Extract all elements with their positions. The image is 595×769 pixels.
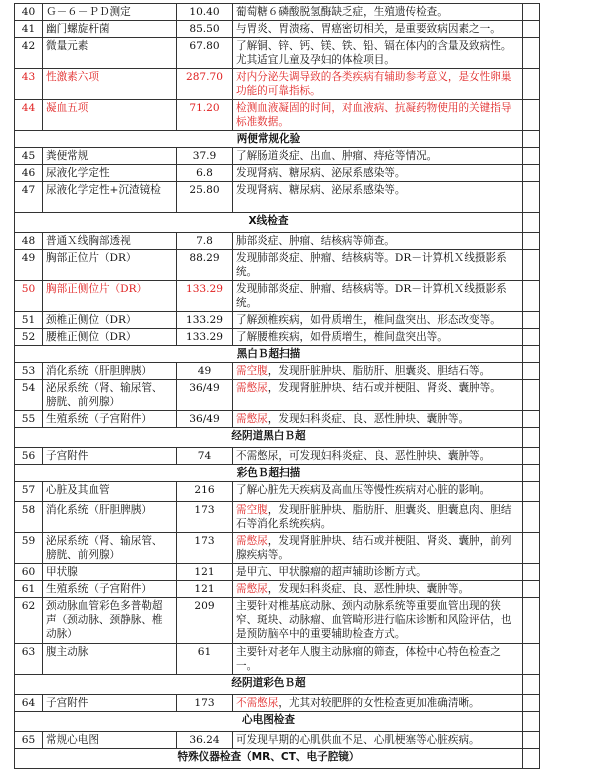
item-name: 消化系统（肝胆脾胰） xyxy=(43,502,177,533)
section-header-row xyxy=(15,131,540,148)
item-number: 62 xyxy=(15,598,43,644)
item-description: 对内分泌失调导致的各类疾病有辅助参考意义，是女性卵巢功能的可靠指标。 xyxy=(233,69,523,100)
blank-cell xyxy=(523,312,540,329)
section-header-row xyxy=(15,213,540,233)
item-number: 42 xyxy=(15,38,43,69)
table-row xyxy=(15,329,540,346)
item-description: 了解铜、锌、钙、镁、铁、铅、镉在体内的含量及致病性。尤其适宜儿童及孕妇的体检项目。 xyxy=(233,38,523,69)
item-number: 60 xyxy=(15,564,43,581)
item-number: 43 xyxy=(15,69,43,100)
table-row xyxy=(15,695,540,712)
item-price: 209 xyxy=(177,598,233,644)
table-row xyxy=(15,250,540,281)
table-row xyxy=(15,148,540,165)
item-name: 生殖系统（子宫附件） xyxy=(43,411,177,428)
item-description: 主要针对椎基底动脉、颈内动脉系统等重要血管出现的狭窄、斑块、动脉瘤、血管畸形进行临床诊断和风险评估，也是预防脑卒中的重要辅助检查方式。 xyxy=(233,598,523,644)
item-description: 检测血液凝固的时间，对血液病、抗凝药物使用的关键指导标准数据。 xyxy=(233,100,523,131)
item-name: 子宫附件 xyxy=(43,448,177,465)
item-number: 65 xyxy=(15,732,43,749)
item-description: 发现肺部炎症、肿瘤、结核病等。DR－计算机Ｘ线摄影系统。 xyxy=(233,281,523,312)
requirement-note: 需憋尿 xyxy=(236,583,268,595)
blank-cell xyxy=(523,428,540,448)
requirement-note: 需憋尿 xyxy=(236,382,268,394)
section-title: 经阴道黑白Ｂ超 xyxy=(15,428,523,448)
table-row xyxy=(15,363,540,380)
description-text: ，尤其对较肥胖的女性检查更加准确清晰。 xyxy=(278,697,480,709)
table-row xyxy=(15,38,540,69)
blank-cell xyxy=(523,100,540,131)
item-name: 子宫附件 xyxy=(43,695,177,712)
item-name: 心脏及其血管 xyxy=(43,482,177,502)
item-description: 不需憋尿，可发现妇科炎症、良、恶性肿块、囊肿等。 xyxy=(233,448,523,465)
item-number: 44 xyxy=(15,100,43,131)
exam-price-table xyxy=(14,3,540,769)
item-price: 216 xyxy=(177,482,233,502)
table-body xyxy=(15,4,540,769)
blank-cell xyxy=(523,564,540,581)
item-number: 57 xyxy=(15,482,43,502)
table-row xyxy=(15,312,540,329)
item-description xyxy=(233,380,523,411)
blank-cell xyxy=(523,233,540,250)
item-number: 54 xyxy=(15,380,43,411)
requirement-note: 需空腹 xyxy=(236,365,268,377)
blank-cell xyxy=(523,695,540,712)
item-number: 55 xyxy=(15,411,43,428)
item-price: 36.24 xyxy=(177,732,233,749)
item-name: 腹主动脉 xyxy=(43,644,177,675)
item-description: 可发现早期的心肌供血不足、心肌梗塞等心脏疾病。 xyxy=(233,732,523,749)
section-header-row xyxy=(15,675,540,695)
blank-cell xyxy=(523,533,540,564)
blank-cell xyxy=(523,644,540,675)
item-number: 56 xyxy=(15,448,43,465)
blank-cell xyxy=(523,581,540,598)
item-name: 消化系统（肝胆脾胰） xyxy=(43,363,177,380)
item-price: 287.70 xyxy=(177,69,233,100)
item-description xyxy=(233,411,523,428)
item-price: 25.80 xyxy=(177,182,233,213)
blank-cell xyxy=(523,732,540,749)
item-price: 173 xyxy=(177,695,233,712)
item-number: 49 xyxy=(15,250,43,281)
section-header-row xyxy=(15,749,540,769)
description-text: ，发现妇科炎症、良、恶性肿块、囊肿等。 xyxy=(267,413,470,425)
item-name: 尿液化学定性 xyxy=(43,165,177,182)
blank-cell xyxy=(523,148,540,165)
item-description: 发现肾病、糖尿病、泌尿系感染等。 xyxy=(233,165,523,182)
item-description: 发现肺部炎症、肿瘤、结核病等。DR－计算机Ｘ线摄影系统。 xyxy=(233,250,523,281)
description-text: ，发现肝脏肿块、脂肪肝、胆囊炎、胆囊息肉、胆结石等消化系统疾病。 xyxy=(236,504,512,530)
item-price: 121 xyxy=(177,564,233,581)
item-price: 36/49 xyxy=(177,411,233,428)
item-price: 85.50 xyxy=(177,21,233,38)
item-number: 52 xyxy=(15,329,43,346)
item-number: 58 xyxy=(15,502,43,533)
item-name: 性激素六项 xyxy=(43,69,177,100)
item-number: 59 xyxy=(15,533,43,564)
blank-cell xyxy=(523,712,540,732)
item-description: 了解颈椎疾病，如骨质增生，椎间盘突出、形态改变等。 xyxy=(233,312,523,329)
blank-cell xyxy=(523,749,540,769)
requirement-note: 需憋尿 xyxy=(236,535,268,547)
section-header-row xyxy=(15,346,540,363)
description-text: ，发现妇科炎症、良、恶性肿块、囊肿等。 xyxy=(267,583,470,595)
item-description: 了解腰椎疾病，如骨质增生，椎间盘突出等。 xyxy=(233,329,523,346)
blank-cell xyxy=(523,502,540,533)
description-text: ，发现肝脏肿块、脂肪肝、胆囊炎、胆结石等。 xyxy=(267,365,491,377)
item-description: 了解肠道炎症、出血、肿瘤、痔疮等情况。 xyxy=(233,148,523,165)
blank-cell xyxy=(523,281,540,312)
section-title: 黑白Ｂ超扫描 xyxy=(15,346,523,363)
item-name: 幽门螺旋杆菌 xyxy=(43,21,177,38)
item-description: 发现肾病、糖尿病、泌尿系感染等。 xyxy=(233,182,523,213)
section-header-row xyxy=(15,465,540,482)
table-row xyxy=(15,732,540,749)
item-name: Ｇ－６－ＰＤ测定 xyxy=(43,4,177,21)
item-number: 50 xyxy=(15,281,43,312)
item-description xyxy=(233,695,523,712)
table-row xyxy=(15,4,540,21)
requirement-note: 不需憋尿 xyxy=(236,697,279,709)
table-row xyxy=(15,380,540,411)
blank-cell xyxy=(523,411,540,428)
item-price: 36/49 xyxy=(177,380,233,411)
item-name: 胸部正位片（DR） xyxy=(43,250,177,281)
item-description xyxy=(233,581,523,598)
blank-cell xyxy=(523,482,540,502)
item-name: 微量元素 xyxy=(43,38,177,69)
table-row xyxy=(15,482,540,502)
item-number: 46 xyxy=(15,165,43,182)
table-row xyxy=(15,182,540,213)
blank-cell xyxy=(523,380,540,411)
blank-cell xyxy=(523,182,540,213)
item-price: 71.20 xyxy=(177,100,233,131)
blank-cell xyxy=(523,448,540,465)
blank-cell xyxy=(523,363,540,380)
item-price: 173 xyxy=(177,533,233,564)
item-name: 泌尿系统（肾、输尿管、膀胱、前列腺） xyxy=(43,380,177,411)
section-title: 特殊仪器检查（MR、CT、电子腔镜） xyxy=(15,749,523,769)
item-price: 74 xyxy=(177,448,233,465)
item-name: 胸部正侧位片（DR） xyxy=(43,281,177,312)
item-price: 6.8 xyxy=(177,165,233,182)
item-number: 48 xyxy=(15,233,43,250)
table-row xyxy=(15,448,540,465)
table-row xyxy=(15,644,540,675)
item-number: 41 xyxy=(15,21,43,38)
blank-cell xyxy=(523,465,540,482)
table-row xyxy=(15,21,540,38)
item-name: 粪便常规 xyxy=(43,148,177,165)
item-price: 10.40 xyxy=(177,4,233,21)
description-text: ，发现肾脏肿块、结石或并梗阻、肾炎、囊肿，前列腺疾病等。 xyxy=(236,535,512,561)
requirement-note: 需空腹 xyxy=(236,504,268,516)
table-row xyxy=(15,281,540,312)
item-description: 是甲亢、甲状腺瘤的超声辅助诊断方式。 xyxy=(233,564,523,581)
requirement-note: 需憋尿 xyxy=(236,413,268,425)
item-price: 133.29 xyxy=(177,281,233,312)
section-title: 两便常规化验 xyxy=(15,131,523,148)
blank-cell xyxy=(523,165,540,182)
item-name: 尿液化学定性+沉渣镜检 xyxy=(43,182,177,213)
table-row xyxy=(15,69,540,100)
table-row xyxy=(15,533,540,564)
table-row xyxy=(15,165,540,182)
item-number: 61 xyxy=(15,581,43,598)
blank-cell xyxy=(523,131,540,148)
item-description: 了解心脏先天疾病及高血压等慢性疾病对心脏的影响。 xyxy=(233,482,523,502)
blank-cell xyxy=(523,4,540,21)
item-name: 凝血五项 xyxy=(43,100,177,131)
blank-cell xyxy=(523,213,540,233)
item-number: 51 xyxy=(15,312,43,329)
item-price: 173 xyxy=(177,502,233,533)
table-row xyxy=(15,100,540,131)
table-row xyxy=(15,581,540,598)
item-description xyxy=(233,533,523,564)
item-price: 121 xyxy=(177,581,233,598)
section-header-row xyxy=(15,428,540,448)
item-name: 泌尿系统（肾、输尿管、膀胱、前列腺） xyxy=(43,533,177,564)
item-price: 49 xyxy=(177,363,233,380)
blank-cell xyxy=(523,346,540,363)
item-price: 67.80 xyxy=(177,38,233,69)
blank-cell xyxy=(523,329,540,346)
item-price: 88.29 xyxy=(177,250,233,281)
item-price: 7.8 xyxy=(177,233,233,250)
item-name: 腰椎正侧位（DR） xyxy=(43,329,177,346)
item-description xyxy=(233,363,523,380)
blank-cell xyxy=(523,38,540,69)
item-price: 61 xyxy=(177,644,233,675)
section-title: X线检查 xyxy=(15,213,523,233)
item-description: 主要针对老年人腹主动脉瘤的筛查，体检中心特色检查之一。 xyxy=(233,644,523,675)
blank-cell xyxy=(523,69,540,100)
table-row xyxy=(15,411,540,428)
item-description: 肺部炎症、肿瘤、结核病等筛查。 xyxy=(233,233,523,250)
section-title: 经阴道彩色Ｂ超 xyxy=(15,675,523,695)
item-name: 生殖系统（子宫附件） xyxy=(43,581,177,598)
item-number: 45 xyxy=(15,148,43,165)
item-description: 葡萄糖６磷酸脱氢酶缺乏症，生殖遗传检查。 xyxy=(233,4,523,21)
section-title: 彩色Ｂ超扫描 xyxy=(15,465,523,482)
item-number: 47 xyxy=(15,182,43,213)
blank-cell xyxy=(523,250,540,281)
table-row xyxy=(15,502,540,533)
item-price: 133.29 xyxy=(177,312,233,329)
section-header-row xyxy=(15,712,540,732)
table-row xyxy=(15,233,540,250)
item-name: 颈椎正侧位（DR） xyxy=(43,312,177,329)
blank-cell xyxy=(523,21,540,38)
description-text: ，发现肾脏肿块、结石或并梗阻、肾炎、囊肿等。 xyxy=(267,382,501,394)
table-row xyxy=(15,564,540,581)
item-number: 53 xyxy=(15,363,43,380)
item-number: 64 xyxy=(15,695,43,712)
item-name: 颈动脉血管彩色多普勒超声（颈动脉、颈静脉、椎动脉） xyxy=(43,598,177,644)
item-number: 40 xyxy=(15,4,43,21)
item-name: 常规心电图 xyxy=(43,732,177,749)
blank-cell xyxy=(523,598,540,644)
section-title: 心电图检查 xyxy=(15,712,523,732)
item-price: 133.29 xyxy=(177,329,233,346)
item-description xyxy=(233,502,523,533)
table-row xyxy=(15,598,540,644)
item-number: 63 xyxy=(15,644,43,675)
item-name: 甲状腺 xyxy=(43,564,177,581)
item-description: 与胃炎、胃溃疡、胃癌密切相关，是重要致病因素之一。 xyxy=(233,21,523,38)
item-price: 37.9 xyxy=(177,148,233,165)
item-name: 普通Ｘ线胸部透视 xyxy=(43,233,177,250)
blank-cell xyxy=(523,675,540,695)
